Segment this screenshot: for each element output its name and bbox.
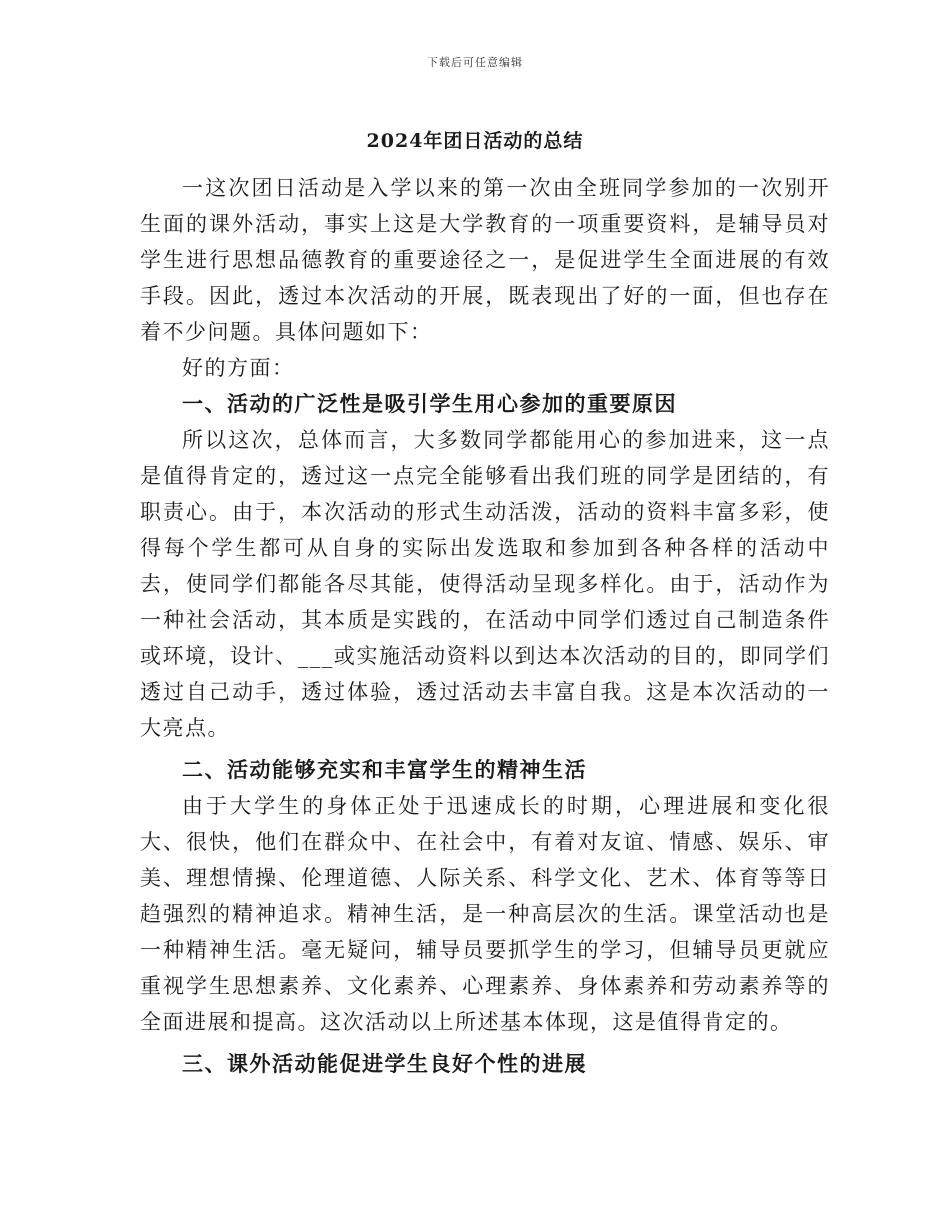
good-aspects-label: 好的方面： xyxy=(182,356,295,380)
download-note: 下载后可任意编辑 xyxy=(427,56,523,69)
section-heading-1: 一、活动的广泛性是吸引学生用心参加的重要原因 xyxy=(182,391,677,416)
document-body xyxy=(140,170,830,1082)
section-paragraph-1: 所以这次，总体而言，大多数同学都能用心的参加进来，这一点是值得肯定的，透过这一点完全能够看出我们班的同学是团结的，有职责心。由于，本次活动的形式生动活泼，活动的资料丰富多彩，使得每个学生都可从自身的实际出发选取和参加到各种各样的活动中去，使同学们都能各尽其能，使得活动呈现多样化。由于，活动作为一种社会活动，其本质是实践的，在活动中同学们透过自己制造条件或环境，设计、___或实施活动资料以到达本次活动的目的，即同学们透过自己动手，透过体验，透过活动去丰富自我。这是本次活动的一大亮点。 xyxy=(140,428,830,740)
intro-paragraph: 一这次团日活动是入学以来的第一次由全班同学参加的一次别开生面的课外活动，事实上这是大学教育的一项重要资料，是辅导员对学生进行思想品德教育的重要途径之一，是促进学生全面进展的有效手段。因此，透过本次活动的开展，既表现出了好的一面，但也存在着不少问题。具体问题如下： xyxy=(140,176,830,344)
section-paragraph-2: 由于大学生的身体正处于迅速成长的时期，心理进展和变化很大、很快，他们在群众中、在社会中，有着对友谊、情感、娱乐、审美、理想情操、伦理道德、人际关系、科学文化、艺术、体育等等日趋强烈的精神追求。精神生活，是一种高层次的生活。课堂活动也是一种精神生活。毫无疑问，辅导员要抓学生的学习，但辅导员更就应重视学生思想素养、文化素养、心理素养、身体素养和劳动素养等的全面进展和提高。这次活动以上所述基本体现，这是值得肯定的。 xyxy=(140,794,830,1034)
document-title: 2024年团日活动的总结 xyxy=(366,130,584,152)
section-heading-2: 二、活动能够充实和丰富学生的精神生活 xyxy=(182,757,587,782)
section-heading-3: 三、课外活动能促进学生良好个性的进展 xyxy=(182,1051,587,1076)
